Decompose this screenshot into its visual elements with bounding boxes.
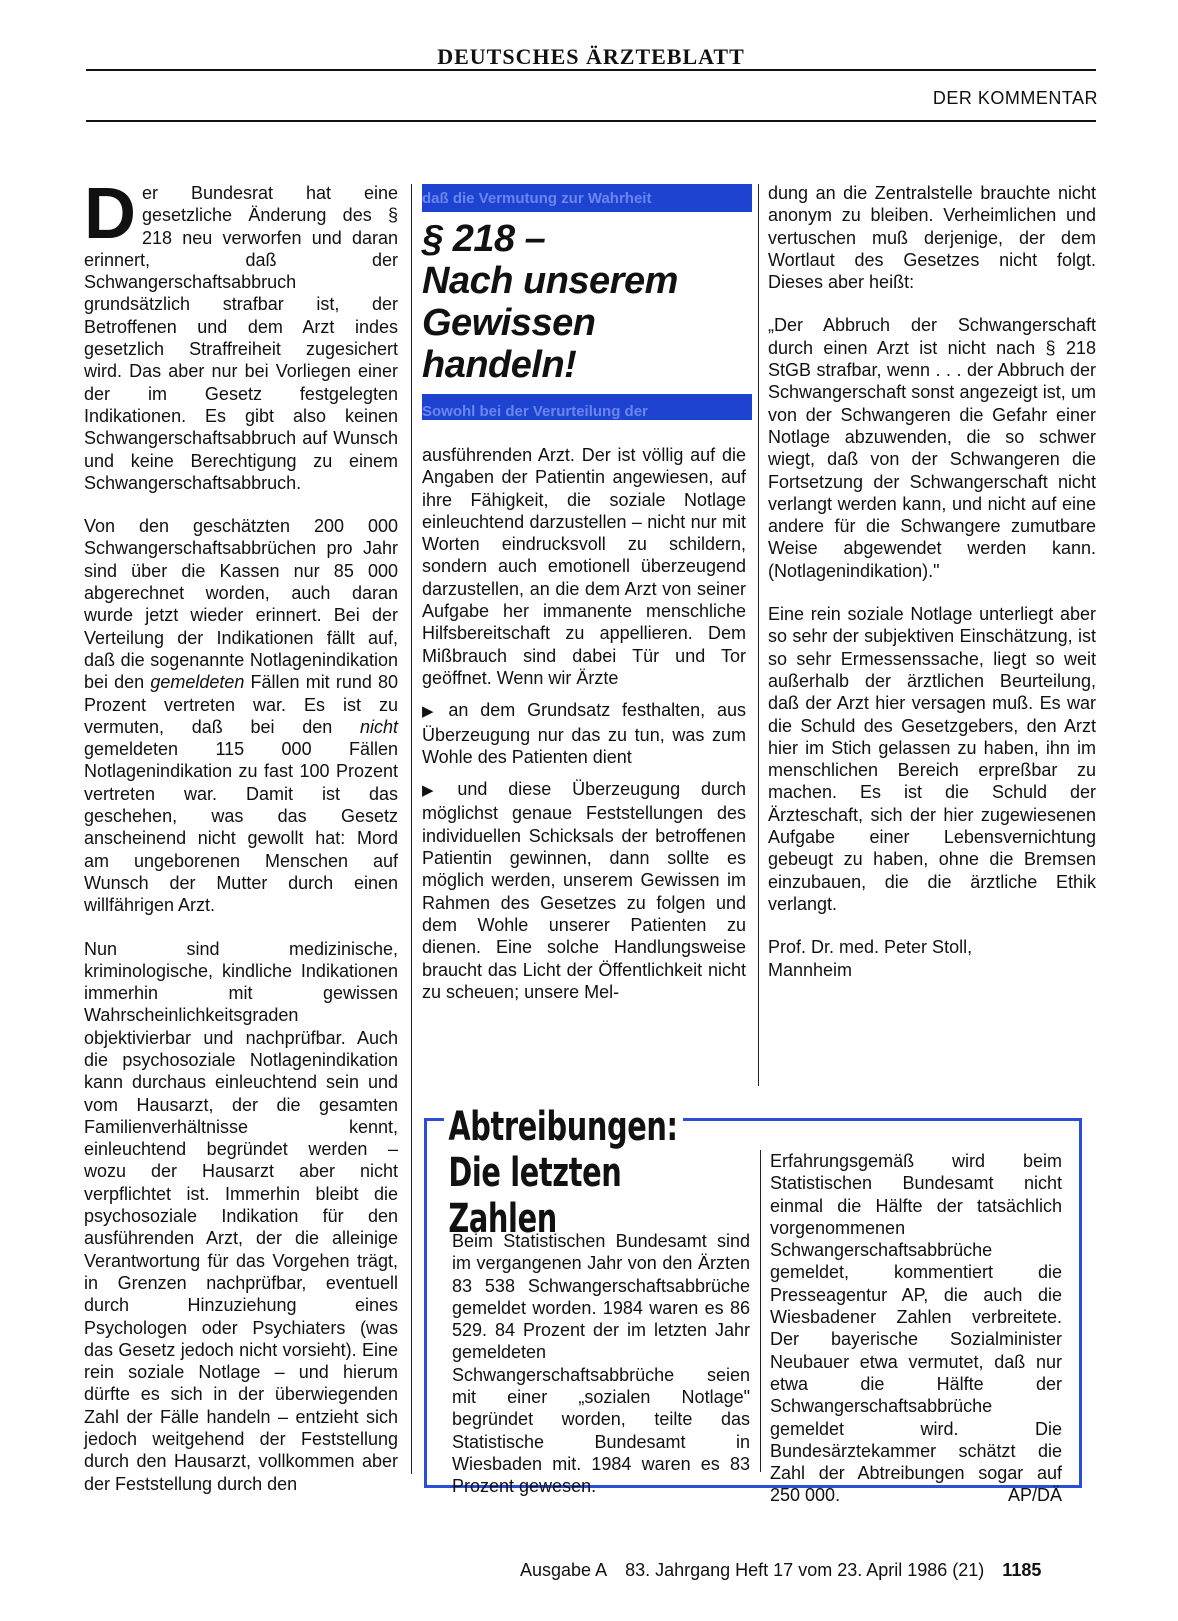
paragraph-2 [84, 515, 398, 916]
bullet-2-text: und diese Überzeugung durch möglichst genaue Feststellungen des individuellen Schicksals der betroffenen Patientin gewinnen, dann sollte es möglich werden, unserem Gewissen im Rahmen des Gesetzes zu folgen und dem Wohle unserer Patienten zu dienen. Eine solche Handlungsweise braucht das Licht der Öffentlichkeit nicht zu scheuen; unsere Mel- [422, 779, 746, 1002]
author-city: Mannheim [768, 959, 853, 980]
top-bar-text: daß die Vermutung zur Wahrheit [422, 190, 652, 207]
col3-quote: „Der Abbruch der Schwangerschaft durch einen Arzt ist nicht nach § 218 StGB strafbar, wenn . . . der Abbruch der Schwangerschaft sonst angezeigt ist, um von der Schwangeren die Gefahr einer Notlage abzuwenden, die so schwer wiegt, daß von der Schwangeren die Fortsetzung der Schwangerschaft nicht verlangt werden kann, und nicht auf eine andere für die Schwangere zumutbare Weise abgewendet werden kann. (Notlagenindikation)." [768, 315, 1096, 581]
news-box-left-text: Beim Statistischen Bundesamt sind im vergangenen Jahr von den Ärzten 83 538 Schwangerschaftsabbrüche gemeldet worden. 1984 waren es 86 529. 84 Prozent der im letzten Jahr gemeldeten Schwangerschaftsabbrüche seien mit einer „sozialen Notlage" begründet worden, teilte das Statistische Bundesamt in Wiesbaden mit. 1984 waren es 83 Prozent gewesen. [452, 1231, 750, 1497]
section-label: DER KOMMENTAR [932, 88, 1098, 108]
col3-paragraph-3: Eine rein soziale Notlage unterliegt aber so sehr der subjektiven Einschätzung, ist so sehr Ermessenssache, liegt so weit außerhalb der ärztlichen Beurteilung, daß der Arzt hier versagen muß. Es war die Schuld des Gesetzgebers, den Arzt hier im Stich gelassen zu haben, ihn im menschlichen Bereich erpreßbar zu machen. Es ist die Schuld der Ärzteschaft, sich der hier zugewiesenen Aufgabe einer Lebensvernichtung gebeugt zu haben, ohne die Bremsen einzubauen, die die ärztliche Ethik verlangt. [768, 604, 1096, 914]
headline-bottom-bar [422, 394, 752, 420]
headline-top-bar [422, 184, 752, 212]
masthead: DEUTSCHES ÄRZTEBLATT [437, 44, 745, 69]
column-divider-1 [411, 184, 412, 1474]
p2-text-b: Fällen mit rund 80 Prozent vertreten war. Es ist zu vermuten, daß bei den [84, 672, 398, 737]
news-box-title-line-1: Abtreibungen: [448, 1104, 678, 1150]
headline [422, 218, 752, 386]
paragraph-1 [84, 174, 398, 494]
headline-line-2: Nach unserem [422, 260, 678, 302]
col2-bullet-1 [422, 699, 746, 768]
news-box-divider [760, 1150, 761, 1472]
header-rule-bottom [86, 120, 1096, 122]
col2-paragraph-1: ausführenden Arzt. Der ist völlig auf die Angaben der Patientin angewiesen, auf ihre Fähigkeit, die soziale Notlage einleuchtend darzustellen – nicht nur mit Worten eindrucksvoll zu schildern, sondern auch emotionell überzeugend darzustellen, an die dem Arzt von seiner Aufgabe her immanente menschliche Hilfsbereitschaft zu appellieren. Dem Mißbrauch sind dabei Tür und Tor geöffnet. Wenn wir Ärzte [422, 445, 746, 688]
column-divider-2 [758, 184, 759, 1086]
footer-edition: Ausgabe A [520, 1560, 608, 1580]
author-name: Prof. Dr. med. Peter Stoll, [768, 937, 973, 958]
bullet-arrow-icon: ▶ [422, 703, 441, 721]
news-box-title [444, 1104, 683, 1242]
column-3 [768, 182, 1096, 981]
headline-line-1: § 218 – [422, 218, 546, 260]
news-box-right-text [770, 1150, 1062, 1507]
paragraph-3: Nun sind medizinische, kriminologische, kindliche Indikationen immerhin mit gewissen Wahrscheinlichkeitsgraden objektivierbar und nachprüfbar. Auch die psychosoziale Notlagenindikation kann durchaus einleuchtend sein und vom Hausarzt, der die gesamten Familienverhältnisse kennt, einleuchtend begründet werden – wozu der Hausarzt aber nicht verpflichtet ist. Immerhin bleibt die psychosoziale Indikation für den ausführenden Arzt, der die alleinige Verantwortung für das Vorgehen trägt, in Grenzen nachprüfbar, eventuell durch Hinzuziehung eines Psychologen oder Psychiaters (was das Gesetz jedoch nicht vorsieht). Eine rein soziale Notlage – und hierum dürfte es sich in der überwiegenden Zahl der Fälle handeln – entzieht sich jedoch weitgehend der Feststellung durch den Hausarzt, vollkommen aber der Feststellung durch den [84, 938, 398, 1494]
page-footer [520, 1560, 1041, 1581]
column-1 [84, 174, 398, 1495]
col3-paragraph-1: dung an die Zentralstelle brauchte nicht anonym zu bleiben. Verheimlichen und vertuschen muß derjenige, der dem Wortlaut des Gesetzes nicht folgt. Dieses aber heißt: [768, 183, 1096, 293]
p2-text-c: gemeldeten 115 000 Fällen Notlagenindikation zu fast 100 Prozent vertreten war. Damit ist das geschehen, was das Gesetz anscheinend nicht gewollt hat: Mord am ungeborenen Menschen auf Wunsch der Mutter durch einen willfährigen Arzt. [84, 739, 398, 916]
p2-emphasis-2: nicht [359, 716, 398, 737]
news-box-title-line-2: Die letzten Zahlen [448, 1150, 622, 1242]
news-box-signature: AP/DÄ [1007, 1485, 1062, 1506]
p2-emphasis-1: gemeldeten [150, 672, 245, 693]
page-number: 1185 [1002, 1560, 1042, 1580]
headline-line-4: handeln! [422, 344, 577, 386]
col2-bullet-2 [422, 778, 746, 1003]
headline-box [422, 184, 752, 420]
author-line [768, 936, 1096, 981]
header-rule-top [86, 69, 1096, 71]
bullet-arrow-icon: ▶ [422, 782, 450, 800]
bullet-1-text: an dem Grundsatz festhalten, aus Überzeugung nur das zu tun, was zum Wohle des Patienten dient [422, 700, 746, 767]
p2-text-a: Von den geschätzten 200 000 Schwangerschaftsabbrüchen pro Jahr sind über die Kassen nur 85 000 abgerechnet worden, auch daran wurde jetzt wieder erinnert. Bei der Verteilung der Indikationen fällt auf, daß die sogenannte Notlagenindikation bei den [84, 516, 398, 693]
paragraph-1-text: er Bundesrat hat eine gesetzliche Änderung des § 218 neu verworfen und daran erinnert, daß der Schwangerschaftsabbruch grundsätzlich strafbar ist, der Betroffenen und dem Arzt indes gesetzlich Straffreiheit zugesichert wird. Das aber nur bei Vorliegen einer der im Gesetz festgelegten Indikationen. Es gibt also keinen Schwangerschaftsabbruch auf Wunsch und keine Berechtigung zu einem Schwangerschaftsabbruch. [84, 183, 398, 493]
footer-issue: 83. Jahrgang Heft 17 vom 23. April 1986 (21) [625, 1560, 985, 1580]
column-2 [422, 444, 746, 1003]
headline-line-3: Gewissen [422, 302, 596, 344]
news-box-right-body: Erfahrungsgemäß wird beim Statistischen Bundesamt nicht einmal die Hälfte der tatsächlich vorgenommenen Schwangerschaftsabbrüche gemeldet, kommentiert die Presseagentur AP, die auch die Wiesbadener Zahlen verbreitete. Der bayerische Sozialminister Neubauer etwa vermutet, daß nur etwa die Hälfte der Schwangerschaftsabbrüche gemeldet wird. Die Bundesärztekammer schätzt die Zahl der Abtreibungen sogar auf 250 000. [770, 1151, 1062, 1506]
bottom-bar-text: Sowohl bei der Verurteilung der [422, 403, 648, 420]
drop-cap: D [84, 174, 136, 254]
